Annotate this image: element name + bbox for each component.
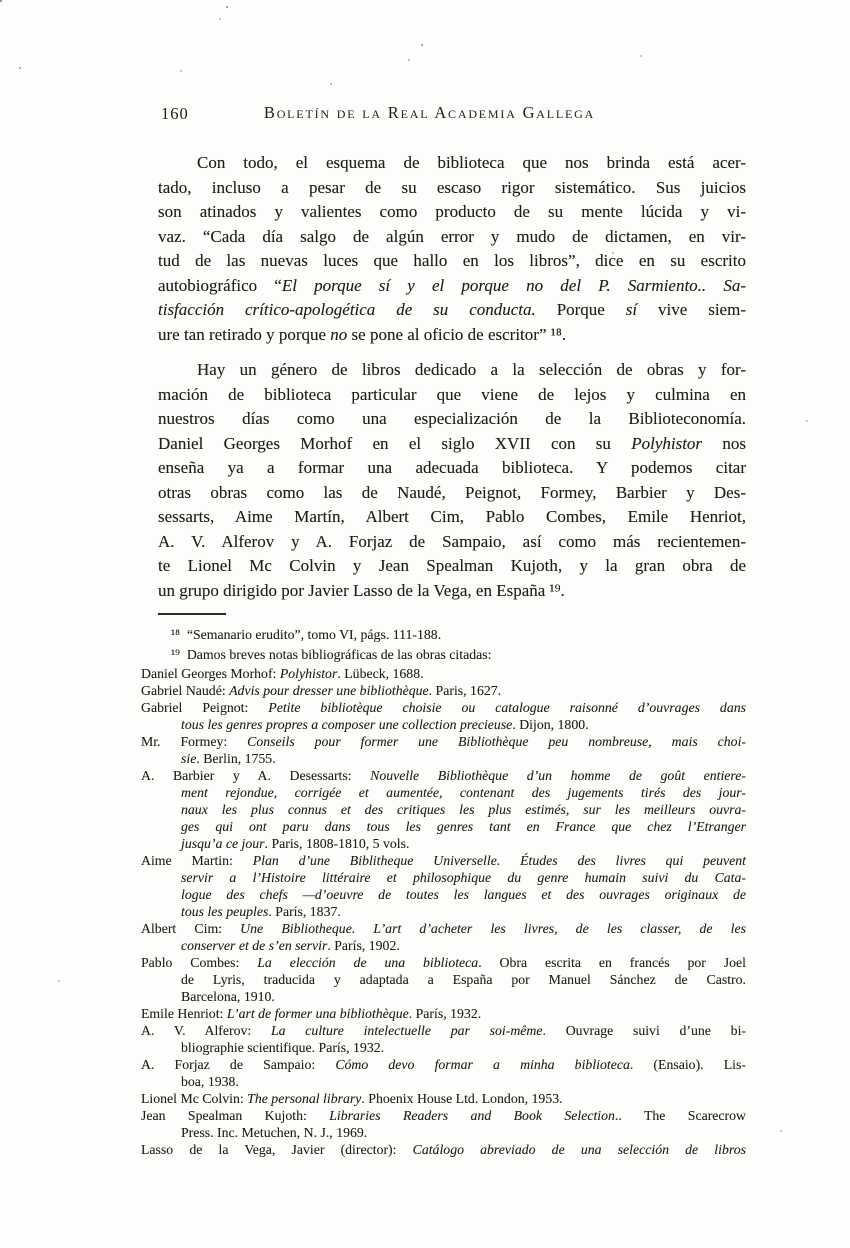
text-line: tud de las nuevas luces que hallo en los libros”, dice en su escrito [158, 251, 746, 270]
footnote-line: Pablo Combes: La elección de una biblioteca. Obra escrita en francés por Joel [141, 955, 746, 970]
bibliography-entry [141, 682, 746, 699]
footnote-line: Albert Cim: Une Bibliotheque. L’art d’acheter les livres, de les classer, de les [141, 921, 747, 936]
text-line: otras obras como las de Naudé, Peignot, Formey, Barbier y Des- [158, 482, 746, 502]
text-line: Con todo, el esquema de biblioteca que nos brinda está acer- [197, 153, 746, 172]
footnote-notes [141, 626, 746, 663]
footnote-note: ¹⁸ “Semanario erudito”, tomo VI, págs. 111-188. [171, 627, 442, 642]
footnote-line: Emile Henriot: L’art de former una bibliothèque. París, 1932. [141, 1006, 482, 1021]
paragraph [158, 151, 746, 347]
bibliography-entry [141, 767, 746, 852]
footnote-line: tous les genres propres a composer une collection precieuse. Dijon, 1800. [181, 717, 589, 732]
bibliography-entry [141, 852, 746, 920]
footnote-line: Gabriel Peignot: Petite bibliotèque choisie ou catalogue raisonné d’ouvrages dans [141, 700, 746, 715]
page-header [158, 103, 746, 122]
bibliography-entry [141, 1005, 746, 1022]
text-line: mación de biblioteca particular que viene de lejos y culmina en [158, 384, 746, 404]
footnote-line: A. V. Alferov: La culture intelectuelle par soi-même. Ouvrage suivi d’une bi- [141, 1023, 746, 1038]
text-line: vaz. “Cada día salgo de algún error y mudo de dictamen, en vir- [158, 226, 746, 246]
text-line: enseña ya a formar una adecuada biblioteca. Y podemos citar [158, 458, 746, 477]
footnote-line: Jean Spealman Kujoth: Libraries Readers and Book Selection.. The Scarecrow [141, 1108, 746, 1123]
text-line: autobiográfico “El porque sí y el porque no del P. Sarmiento.. Sa- [158, 275, 746, 295]
footnote-line: A. Barbier y A. Desessarts: Nouvelle Bibliothèque d’un homme de goût entiere- [141, 768, 746, 783]
footnote-line: bliographie scientifique. París, 1932. [181, 1040, 385, 1055]
footnote-bibliography [141, 665, 746, 1158]
footnote-separator [158, 613, 226, 615]
bibliography-entry [141, 1022, 746, 1056]
text-line: son atinados y valientes como producto de su mente lúcida y vi- [158, 202, 746, 221]
footnote-line: servir a l’Histoire littéraire et philosophique du genre humain suivi du Cata- [181, 870, 746, 885]
footnote-line: boa, 1938. [181, 1074, 239, 1089]
text-line: nuestros días como una especialización de la Biblioteconomía. [158, 409, 746, 428]
text-line: Daniel Georges Morhof en el siglo XVII con su Polyhistor nos [158, 433, 746, 453]
footnote-line: ges qui ont paru dans tous les genres tant en France que chez l’Etranger [181, 819, 746, 834]
text-line: sessarts, Aime Martín, Albert Cim, Pablo Combes, Emile Henriot, [158, 507, 746, 526]
footnote-note: ¹⁹ Damos breves notas bibliográficas de las obras citadas: [171, 646, 492, 662]
footnote-line: Press. Inc. Metuchen, N. J., 1969. [181, 1125, 368, 1140]
footnotes [141, 626, 746, 1158]
footnote-line: ment rejondue, corrigée et aumentée, contenant des jugements tirés des jour- [181, 785, 746, 800]
text-line: tado, incluso a pesar de su escaso rigor sistemático. Sus juicios [158, 177, 746, 197]
bibliography-entry [141, 1141, 746, 1158]
running-title: Boletín de la Real Academia Gallega [263, 103, 596, 122]
paragraph [158, 358, 746, 603]
bibliography-entry [141, 665, 746, 682]
footnote-line: Lasso de la Vega, Javier (director): Catálogo abreviado de una selección de libros [141, 1142, 746, 1157]
footnote-line: Barcelona, 1910. [181, 989, 275, 1004]
text-line: ure tan retirado y porque no se pone al oficio de escritor” ¹⁸. [158, 324, 567, 344]
page-content [141, 103, 747, 1158]
footnote-line: de Lyris, traducida y adaptada a España por Manuel Sánchez de Castro. [181, 972, 746, 987]
footnote-line: logue des chefs —d’oeuvre de toutes les langues et des ouvrages originaux de [181, 887, 746, 902]
bibliography-entry [141, 920, 746, 954]
text-line: tisfacción crítico-apologética de su conducta. Porque sí vive siem- [158, 300, 746, 319]
footnote-line: naux les plus connus et des critiques les plus estimés, sur les meilleurs ouvra- [181, 802, 746, 817]
bibliography-entry [141, 1090, 746, 1107]
footnote-line: Lionel Mc Colvin: The personal library. Phoenix House Ltd. London, 1953. [141, 1091, 563, 1106]
bibliography-entry [141, 1056, 746, 1090]
text-line: te Lionel Mc Colvin y Jean Spealman Kujoth, y la gran obra de [158, 556, 746, 575]
footnote-line: Mr. Formey: Conseils pour former une Bibliothèque peu nombreuse, mais choi- [141, 734, 746, 749]
bibliography-entry [141, 733, 746, 767]
text-line: Hay un género de libros dedicado a la selección de obras y for- [197, 360, 746, 379]
footnote-line: jusqu’a ce jour. Paris, 1808-1810, 5 vols. [181, 836, 410, 851]
page-number: 160 [161, 104, 189, 123]
footnote-line: tous les peuples. París, 1837. [181, 904, 341, 919]
footnote-line: Aime Martin: Plan d’une Biblitheque Universelle. Études des livres qui peuvent [141, 853, 746, 868]
footnote-line: Daniel Georges Morhof: Polyhistor. Lübeck, 1688. [141, 666, 424, 681]
bibliography-entry [141, 699, 746, 733]
bibliography-entry [141, 1107, 746, 1141]
bibliography-entry [141, 954, 746, 1005]
text-line: A. V. Alferov y A. Forjaz de Sampaio, así como más recientemen- [158, 531, 746, 551]
footnote-line: sie. Berlin, 1755. [181, 751, 276, 766]
text-line: un grupo dirigido por Javier Lasso de la Vega, en España ¹⁹. [158, 580, 565, 600]
footnote-line: A. Forjaz de Sampaio: Cómo devo formar a minha biblioteca. (Ensaio). Lis- [141, 1057, 746, 1072]
footnote-line: conserver et de s’en servir. París, 1902. [181, 938, 400, 953]
footnote-line: Gabriel Naudé: Advis pour dresser une bibliothèque. Paris, 1627. [141, 683, 502, 698]
scan-specks [0, 0, 2, 2]
body-text [158, 151, 746, 603]
